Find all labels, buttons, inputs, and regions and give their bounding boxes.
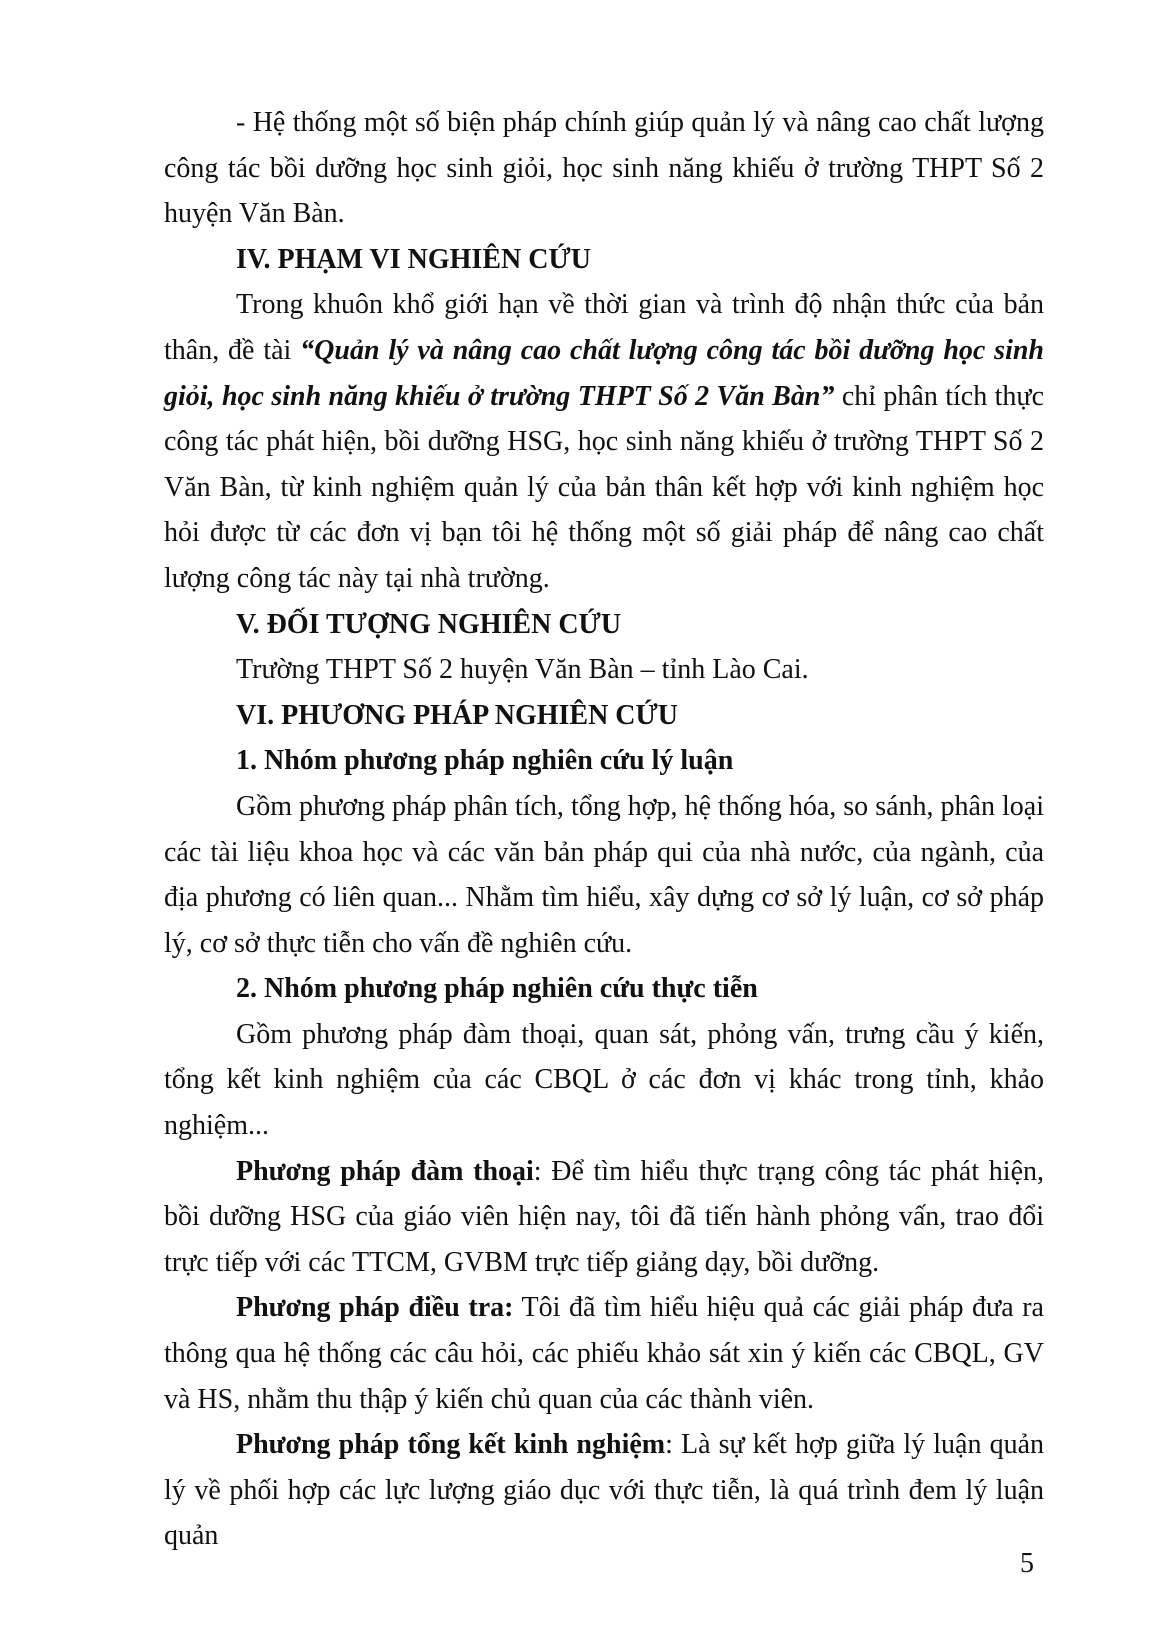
theory-methods-paragraph: Gồm phương pháp phân tích, tổng hợp, hệ thống hóa, so sánh, phân loại các tài liệu khoa học và các văn bản pháp qui của nhà nước, của ngành, của địa phương có liên quan... Nhằm tìm hiểu, xây dựng cơ sở lý luận, cơ sở pháp lý, cơ sở thực tiễn cho vấn đề nghiên cứu.	[164, 790, 1044, 959]
page-content	[164, 100, 1044, 1559]
survey-method-paragraph	[164, 1285, 1044, 1422]
intro-paragraph: - Hệ thống một số biện pháp chính giúp quản lý và nâng cao chất lượng công tác bồi dưỡng học sinh giỏi, học sinh năng khiếu ở trường THPT Số 2 huyện Văn Bàn.	[164, 107, 1044, 230]
experience-method-label: Phương pháp tổng kết kinh nghiệm	[236, 1429, 666, 1461]
dialogue-method-label: Phương pháp đàm thoại	[236, 1155, 534, 1187]
scope-text-after: chỉ phân tích thực công tác phát hiện, bồi dưỡng HSG, học sinh năng khiếu ở trường THPT Số 2 Văn Bàn, từ kinh nghiệm quản lý của bản thân kết hợp với kinh nghiệm học hỏi được từ các đơn vị bạn tôi hệ thống một số giải pháp để nâng cao chất lượng công tác này tại nhà trường.	[164, 380, 1044, 594]
scope-text-before: Trong khuôn khổ giới hạn về thời gian và trình độ nhận thức của bản thân, đề tài	[164, 289, 1044, 366]
methods-heading: VI. PHƯƠNG PHÁP NGHIÊN CỨU	[236, 699, 679, 731]
subject-heading: V. ĐỐI TƯỢNG NGHIÊN CỨU	[236, 608, 622, 640]
experience-method-text: : Là sự kết hợp giữa lý luận quản lý về phối hợp các lực lượng giáo dục với thực tiễn, là quá trình đem lý luận quản	[164, 1429, 1044, 1552]
page-number: 5	[1020, 1548, 1034, 1579]
practice-methods-heading: 2. Nhóm phương pháp nghiên cứu thực tiễn	[236, 973, 758, 1005]
scope-paragraph	[164, 282, 1044, 601]
survey-method-text: Tôi đã tìm hiểu hiệu quả các giải pháp đưa ra thông qua hệ thống các câu hỏi, các phiếu khảo sát xin ý kiến các CBQL, GV và HS, nhằm thu thập ý kiến chủ quan của các thành viên.	[164, 1292, 1044, 1415]
dialogue-method-text: : Để tìm hiểu thực trạng công tác phát hiện, bồi dưỡng HSG của giáo viên hiện nay, tôi đã tiến hành phỏng vấn, trao đổi trực tiếp với các TTCM, GVBM trực tiếp giảng dạy, bồi dưỡng.	[164, 1155, 1044, 1278]
practice-methods-paragraph: Gồm phương pháp đàm thoại, quan sát, phỏng vấn, trưng cầu ý kiến, tổng kết kinh nghiệm của các CBQL ở các đơn vị khác trong tỉnh, khảo nghiệm...	[164, 1018, 1044, 1142]
experience-method-paragraph	[164, 1422, 1044, 1559]
theory-methods-heading: 1. Nhóm phương pháp nghiên cứu lý luận	[236, 745, 734, 777]
scope-heading: IV. PHẠM VI NGHIÊN CỨU	[236, 243, 591, 275]
subject-paragraph: Trường THPT Số 2 huyện Văn Bàn – tỉnh Lào Cai.	[236, 654, 809, 686]
topic-title: “Quản lý và nâng cao chất lượng công tác bồi dưỡng học sinh giỏi, học sinh năng khiếu ở trường THPT Số 2 Văn Bàn”	[164, 334, 1045, 412]
survey-method-label: Phương pháp điều tra:	[236, 1292, 514, 1324]
dialogue-method-paragraph	[164, 1149, 1044, 1286]
